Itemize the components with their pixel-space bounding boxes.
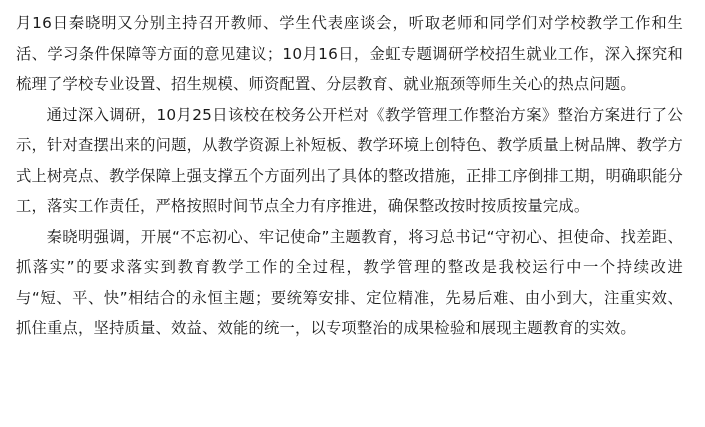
document-body xyxy=(16,8,683,344)
paragraph-3: 秦晓明强调，开展“不忘初心、牢记使命”主题教育，将习总书记“守初心、担使命、找差距、抓落实”的要求落实到教育教学工作的全过程，教学管理的整改是我校运行中一个持续改进与“短、平、快”相结合的永恒主题；要统筹安排、定位精准，先易后难、由小到大，注重实效、抓住重点，坚持质量、效益、效能的统一，以专项整治的成果检验和展现主题教育的实效。 xyxy=(16,227,683,337)
paragraph-2: 通过深入调研，10月25日该校在校务公开栏对《教学管理工作整治方案》整治方案进行了公示，针对查摆出来的问题，从教学资源上补短板、教学环境上创特色、教学质量上树品牌、教学方式上树亮点、教学保障上强支撑五个方面列出了具体的整改措施，正排工序倒排工期，明确职能分工，落实工作责任，严格按照时间节点全力有序推进，确保整改按时按质按量完成。 xyxy=(16,105,683,215)
paragraph-1: 月16日秦晓明又分别主持召开教师、学生代表座谈会，听取老师和同学们对学校教学工作和生活、学习条件保障等方面的意见建议；10月16日，金虹专题调研学校招生就业工作，深入探究和梳理了学校专业设置、招生规模、师资配置、分层教育、就业瓶颈等师生关心的热点问题。 xyxy=(16,14,683,93)
